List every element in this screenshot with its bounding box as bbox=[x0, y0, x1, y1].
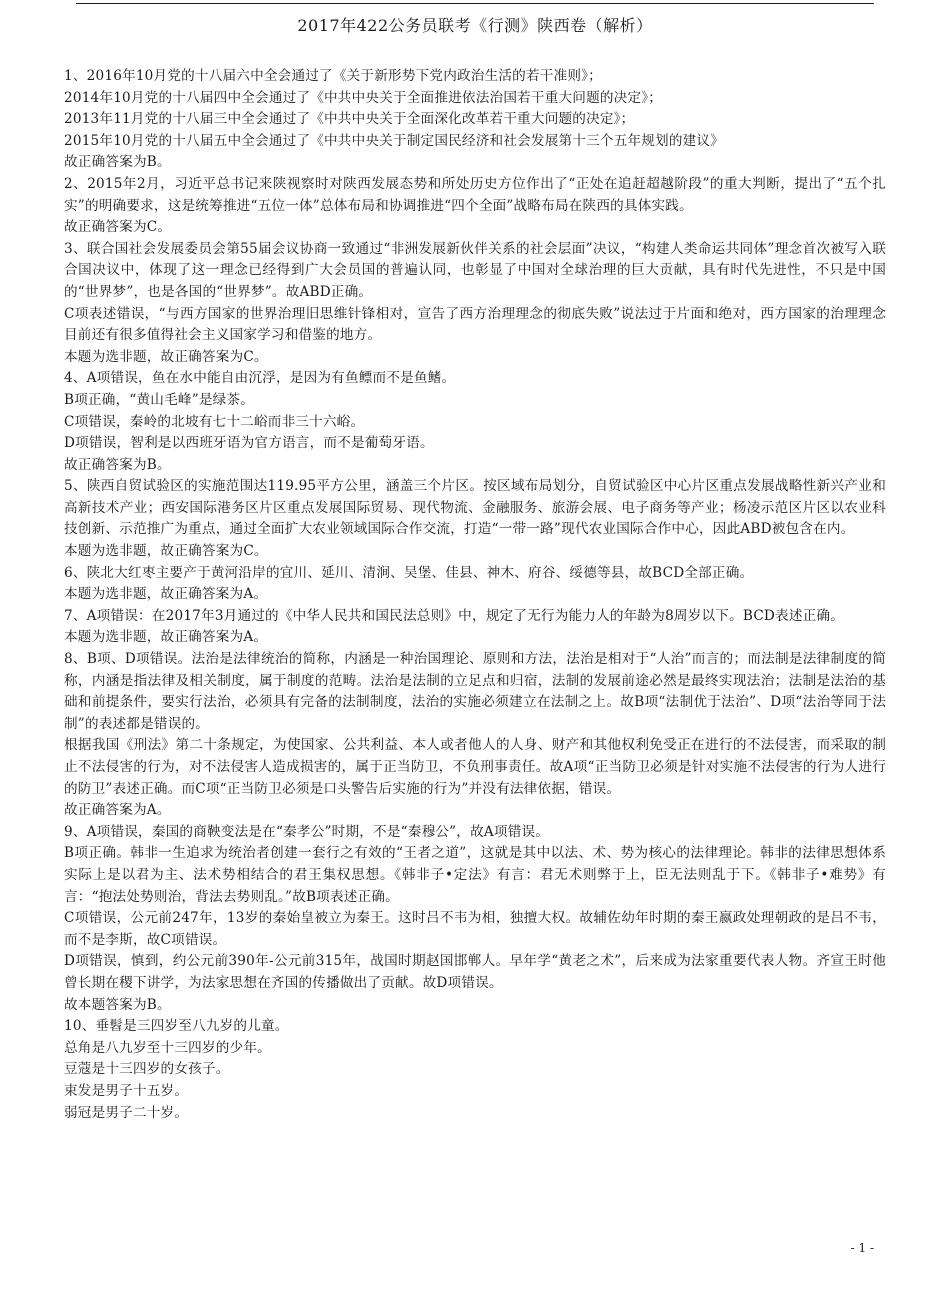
paragraph: 故正确答案为A。 bbox=[64, 802, 171, 819]
paragraph: 故正确答案为C。 bbox=[64, 219, 172, 236]
paragraph: 故本题答案为B。 bbox=[64, 996, 171, 1013]
paragraph: 本题为选非题，故正确答案为C。 bbox=[64, 543, 268, 560]
paragraph: C项错误，秦岭的北坡有七十二峪而非三十六峪。 bbox=[64, 413, 365, 430]
paragraph: 2、2015年2月，习近平总书记来陕视察时对陕西发展态势和所处历史方位作出了“正处在追赶超越阶段”的重大判断，提出了“五个扎实”的明确要求，这是统筹推进“五位一体”总体布局和协调推进“四个全面”战略布局在陕西的具体实践。 bbox=[64, 175, 886, 214]
header-rule bbox=[76, 3, 874, 4]
paragraph: 2014年10月党的十八届四中全会通过了《中共中央关于全面推进依法治国若干重大问题的决定》； bbox=[64, 89, 663, 106]
paragraph: D项错误，智利是以西班牙语为官方语言，而不是葡萄牙语。 bbox=[64, 435, 434, 452]
paragraph: D项错误，慎到，约公元前390年-公元前315年，战国时期赵国邯郸人。早年学“黄老之术”，后来成为法家重要代表人物。齐宣王时他曾长期在稷下讲学，为法家思想在齐国的传播做出了贡献。故D项错误。 bbox=[64, 953, 886, 991]
paragraph: B项正确，“黄山毛峰”是绿茶。 bbox=[64, 391, 255, 408]
paragraph: 5、陕西自贸试验区的实施范围达119.95平方公里，涵盖三个片区。按区域布局划分，自贸试验区中心片区重点发展战略性新兴产业和高新技术产业；西安国际港务区片区重点发展国际贸易、现代物流、金融服务、旅游会展、电子商务等产业；杨凌示范区片区以农业科技创新、示范推广为重点，通过全面扩大农业领域国际合作交流，打造“一带一路”现代农业国际合作中心，因此ABD被包含在内。 bbox=[64, 478, 886, 538]
paragraph: 弱冠是男子二十岁。 bbox=[64, 1104, 189, 1121]
page-number: - 1 - bbox=[850, 1241, 874, 1255]
paragraph: 1、2016年10月党的十八届六中全会通过了《关于新形势下党内政治生活的若干准则》； bbox=[64, 68, 602, 84]
paragraph: 3、联合国社会发展委员会第55届会议协商一致通过“非洲发展新伙伴关系的社会层面”决议，“构建人类命运共同体”理念首次被写入联合国决议中，体现了这一理念已经得到广大会员国的普遍认同，也彰显了中国对全球治理的巨大贡献，具有时代先进性，不只是中国的“世界梦”，也是各国的“世界梦”。故ABD正确。 bbox=[64, 240, 886, 300]
paragraph: C项表述错误，“与西方国家的世界治理旧思维针锋相对，宣告了西方治理理念的彻底失败”说法过于片面和绝对，西方国家的治理理念目前还有很多值得社会主义国家学习和借鉴的地方。 bbox=[64, 305, 886, 344]
document-body bbox=[64, 66, 886, 1124]
paragraph: 故正确答案为B。 bbox=[64, 456, 171, 473]
paragraph: 故正确答案为B。 bbox=[64, 154, 171, 171]
paragraph: 6、陕北大红枣主要产于黄河沿岸的宜川、延川、清涧、吴堡、佳县、神木、府谷、绥德等县，故BCD全部正确。 bbox=[64, 564, 754, 581]
paragraph: B项正确。韩非一生追求为统治者创建一套行之有效的“王者之道”，这就是其中以法、术、势为核心的法律理论。韩非的法律思想体系实际上是以君为主、法术势相结合的君王集权思想。《韩非子•定法》有言：君无术则弊于上，臣无法则乱于下。《韩非子•难势》有言：“抱法处势则治，背法去势则乱。”故B项表述正确。 bbox=[64, 845, 886, 905]
paragraph: 4、A项错误，鱼在水中能自由沉浮，是因为有鱼鳔而不是鱼鳍。 bbox=[64, 370, 456, 387]
paragraph: 10、垂髫是三四岁至八九岁的儿童。 bbox=[64, 1018, 289, 1035]
paragraph: 豆蔻是十三四岁的女孩子。 bbox=[64, 1061, 230, 1078]
paragraph: 7、A项错误：在2017年3月通过的《中华人民共和国民法总则》中，规定了无行为能力人的年龄为8周岁以下。BCD表述正确。 bbox=[64, 607, 844, 624]
paragraph: 本题为选非题，故正确答案为A。 bbox=[64, 586, 268, 603]
paragraph: 2015年10月党的十八届五中全会通过了《中共中央关于制定国民经济和社会发展第十三个五年规划的建议》 bbox=[64, 132, 725, 149]
paragraph: 总角是八九岁至十三四岁的少年。 bbox=[64, 1039, 271, 1056]
document-title: 2017年422公务员联考《行测》陕西卷（解析） bbox=[297, 16, 653, 35]
paragraph: 本题为选非题，故正确答案为A。 bbox=[64, 629, 268, 646]
paragraph: 8、B项、D项错误。法治是法律统治的简称，内涵是一种治国理论、原则和方法，法治是相对于“人治”而言的；而法制是法律制度的简称，内涵是指法律及相关制度，属于制度的范畴。法治是法制的立足点和归宿，法制的发展前途必然是最终实现法治；法制是法治的基础和前提条件，要实行法治，必须具有完备的法制制度，法治的实施必须建立在法制之上。故B项“法制优于法治”、D项“法治等同于法制”的表述都是错误的。 bbox=[64, 651, 886, 732]
paragraph: C项错误，公元前247年，13岁的秦始皇被立为秦王。这时吕不韦为相，独擅大权。故辅佐幼年时期的秦王嬴政处理朝政的是吕不韦，而不是李斯，故C项错误。 bbox=[64, 910, 886, 948]
paragraph: 束发是男子十五岁。 bbox=[64, 1082, 189, 1099]
paragraph: 9、A项错误，秦国的商鞅变法是在“秦孝公”时期，不是“秦穆公”，故A项错误。 bbox=[64, 823, 550, 840]
paragraph: 本题为选非题，故正确答案为C。 bbox=[64, 348, 268, 365]
paragraph: 2013年11月党的十八届三中全会通过了《中共中央关于全面深化改革若干重大问题的决定》； bbox=[64, 111, 635, 128]
paragraph: 根据我国《刑法》第二十条规定，为使国家、公共利益、本人或者他人的人身、财产和其他权利免受正在进行的不法侵害，而采取的制止不法侵害的行为，对不法侵害人造成损害的，属于正当防卫，不负刑事责任。故A项“正当防卫必须是针对实施不法侵害的行为人进行的防卫”表述正确。而C项“正当防卫必须是口头警告后实施的行为”并没有法律依据，错误。 bbox=[64, 737, 886, 797]
